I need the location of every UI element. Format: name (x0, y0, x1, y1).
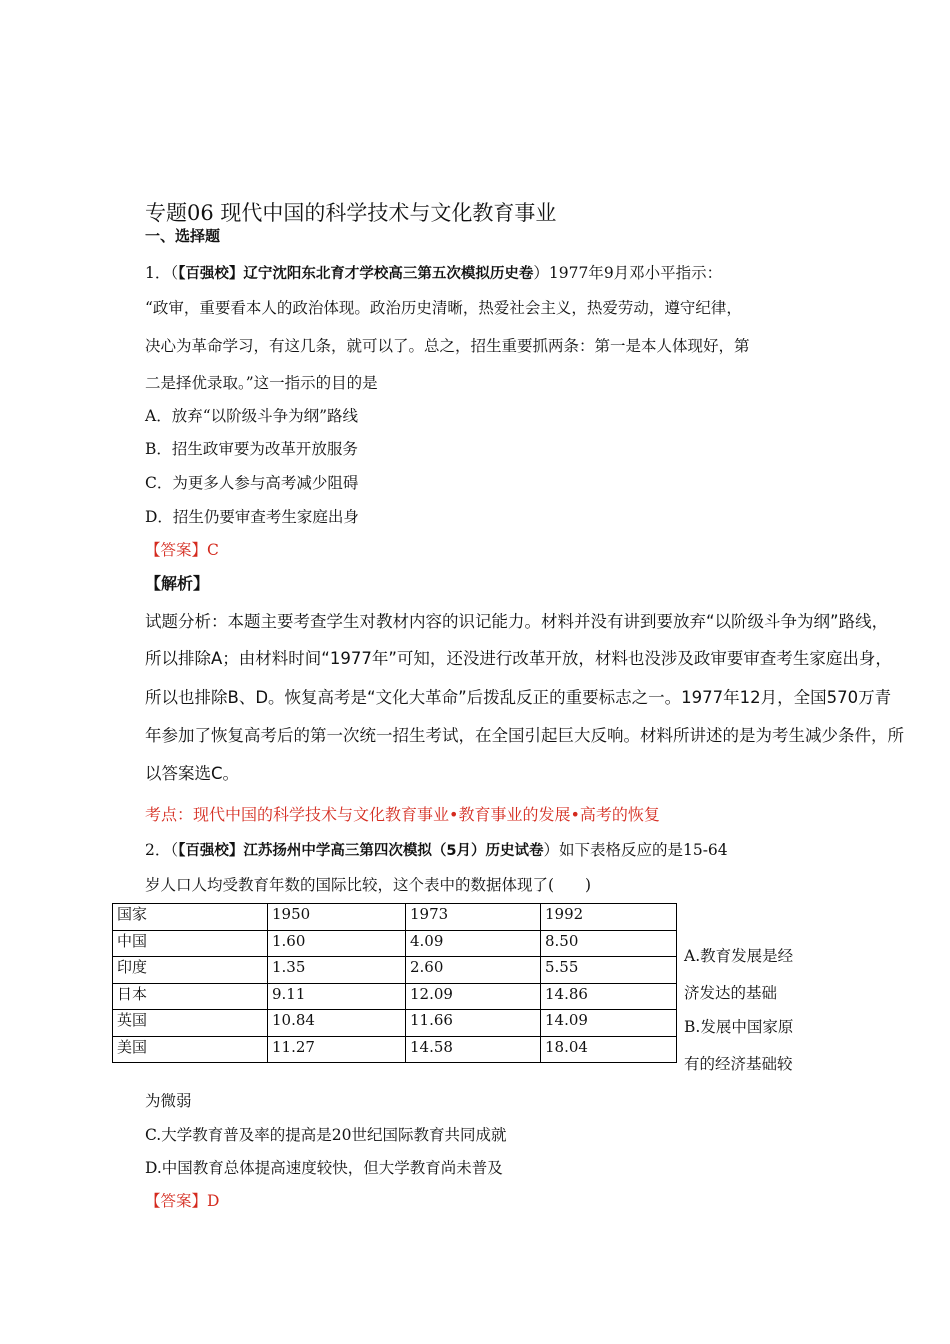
table-cell: 14.58 (406, 1036, 541, 1063)
table-cell: 12.09 (406, 983, 541, 1010)
table-cell: 中国 (113, 930, 268, 957)
table-header-row (113, 904, 677, 931)
table-row (113, 1036, 677, 1063)
q1-stem-line: 二是择优录取。”这一指示的目的是 (145, 374, 378, 392)
section-heading: 一、选择题 (145, 227, 221, 245)
table-cell: 4.09 (406, 930, 541, 957)
table-cell: 英国 (113, 1010, 268, 1037)
table-cell: 18.04 (541, 1036, 677, 1063)
q1-analysis-line: 试题分析：本题主要考查学生对教材内容的识记能力。材料并没有讲到要放弃“以阶级斗争为纲”路线， (145, 612, 889, 631)
table-cell: 11.66 (406, 1010, 541, 1037)
table-cell: 8.50 (541, 930, 677, 957)
education-years-table (112, 903, 677, 1063)
table-cell: 日本 (113, 983, 268, 1010)
table-row (113, 1010, 677, 1037)
table-cell: 2.60 (406, 957, 541, 984)
table-cell: 9.11 (268, 983, 406, 1010)
q1-option-c: C．为更多人参与高考减少阻碍 (145, 474, 359, 492)
q1-source: 【百强校】辽宁沈阳东北育才学校高三第五次模拟历史卷 (178, 266, 534, 282)
table-header-cell: 国家 (113, 904, 268, 931)
answer-value: D (207, 1192, 220, 1210)
q2-side-line: 济发达的基础 (684, 984, 778, 1002)
table-row (113, 957, 677, 984)
q1-analysis-label: 【解析】 (145, 574, 210, 593)
table-cell: 5.55 (541, 957, 677, 984)
table-row (113, 983, 677, 1010)
q1-stem-line: “政审，重要看本人的政治体现。政治历史清晰，热爱社会主义，热爱劳动，遵守纪律， (145, 299, 742, 317)
q1-analysis-line: 年参加了恢复高考后的第一次统一招生考试，在全国引起巨大反响。材料所讲述的是为考生减少条件，所 (145, 726, 904, 745)
q1-option-d: D．招生仍要审查考生家庭出身 (145, 508, 359, 526)
q1-answer (145, 538, 219, 560)
q1-stem-line: 决心为革命学习，有这几条，就可以了。总之，招生重要抓两条：第一是本人体现好，第 (145, 337, 750, 355)
table-cell: 美国 (113, 1036, 268, 1063)
q1-option-a: A．放弃“以阶级斗争为纲”路线 (145, 407, 359, 425)
q1-number: 1．（ (145, 264, 179, 282)
table-header-cell: 1973 (406, 904, 541, 931)
q2-source: 【百强校】江苏扬州中学高三第四次模拟（5月）历史试卷 (178, 843, 544, 859)
q1-analysis-line: 以答案选C。 (145, 764, 240, 783)
q1-option-b: B．招生政审要为改革开放服务 (145, 440, 358, 458)
q1-analysis-line: 所以排除A；由材料时间“1977年”可知，还没进行改革开放，材料也没涉及政审要审查考生家庭出身， (145, 649, 892, 668)
table-row (113, 930, 677, 957)
q2-stem-first-line (145, 838, 728, 860)
answer-label: 【答案】 (145, 1192, 208, 1210)
q1-stem-start: ）1977年9月邓小平指示： (533, 264, 723, 282)
q1-kaodian: 考点：现代中国的科学技术与文化教育事业•教育事业的发展•高考的恢复 (145, 805, 660, 824)
q2-number: 2．（ (145, 841, 179, 859)
q2-answer (145, 1189, 219, 1211)
q2-stem-line: 岁人口人均受教育年数的国际比较，这个表中的数据体现了( ) (145, 876, 592, 894)
table-header-cell: 1992 (541, 904, 677, 931)
page-title: 专题06 现代中国的科学技术与文化教育事业 (145, 201, 557, 225)
q2-stem-start: ）如下表格反应的是15-64 (543, 841, 728, 859)
q1-stem-first-line (145, 261, 722, 283)
q2-continuation-line: 为微弱 (145, 1092, 192, 1110)
table-cell: 印度 (113, 957, 268, 984)
table-cell: 1.60 (268, 930, 406, 957)
table-cell: 10.84 (268, 1010, 406, 1037)
table-cell: 14.86 (541, 983, 677, 1010)
table-cell: 11.27 (268, 1036, 406, 1063)
table-cell: 1.35 (268, 957, 406, 984)
q2-side-line: 有的经济基础较 (684, 1055, 793, 1073)
table-cell: 14.09 (541, 1010, 677, 1037)
q2-side-line: B.发展中国家原 (684, 1018, 794, 1036)
q2-option-c: C.大学教育普及率的提高是20世纪国际教育共同成就 (145, 1126, 507, 1144)
table-header-cell: 1950 (268, 904, 406, 931)
q1-analysis-line: 所以也排除B、D。恢复高考是“文化大革命”后拨乱反正的重要标志之一。1977年12月，全国570万青 (145, 688, 892, 707)
q2-side-line: A.教育发展是经 (684, 947, 794, 965)
answer-value: C (207, 541, 219, 559)
answer-label: 【答案】 (145, 541, 208, 559)
q2-option-d: D.中国教育总体提高速度较快，但大学教育尚未普及 (145, 1159, 503, 1177)
